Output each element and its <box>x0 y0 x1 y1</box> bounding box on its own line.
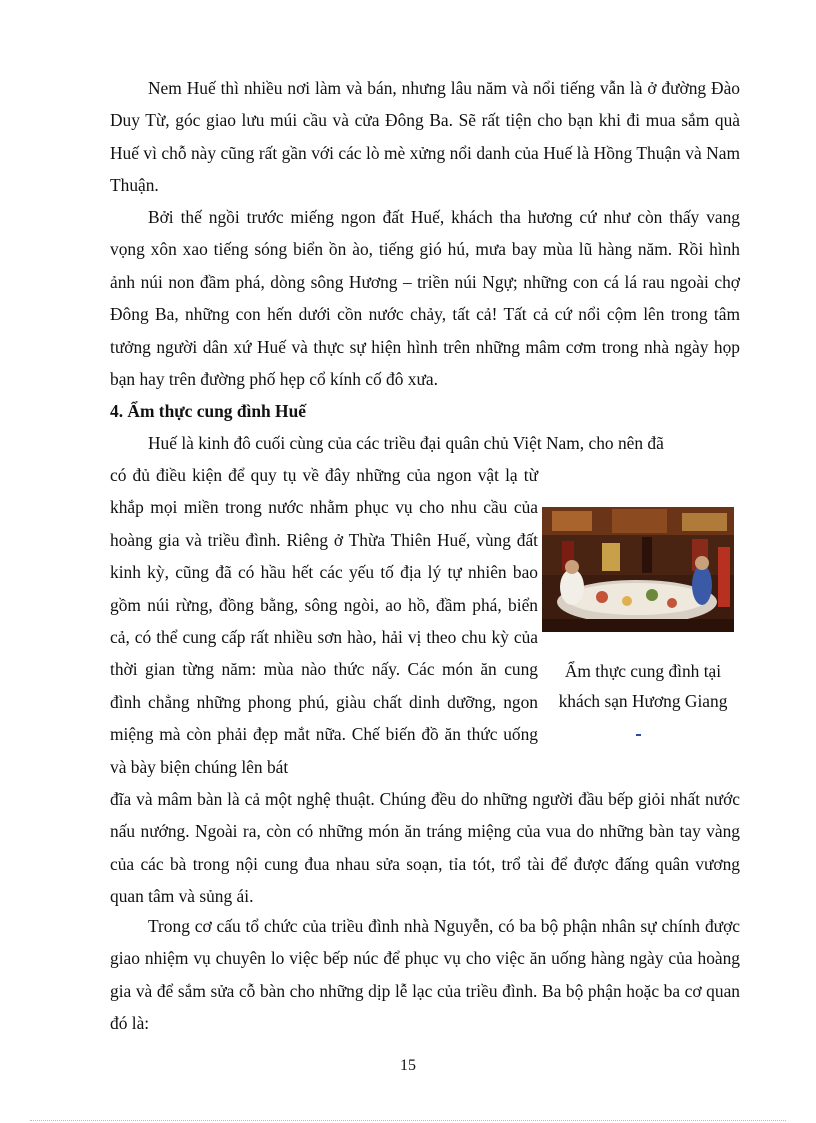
paragraph-hue-kinh-do-start <box>110 427 740 459</box>
paragraph-nem-hue <box>110 72 740 202</box>
paragraph-text: có đủ điều kiện để quy tụ về đây những của ngon vật lạ từ khắp mọi miền trong nước nhằm phục vụ cho nhu cầu của hoàng gia và triều đình. Riêng ở Thừa Thiên Huế, vùng đất kinh kỳ, cũng đã có hầu hết các yếu tố địa lý tự nhiên bao gồm núi rừng, đồng bằng, sông ngòi, ao hồ, đầm phá, biển cả, có thể cung cấp rất nhiều sơn hào, hải vị theo chu kỳ của thời gian từng năm: mùa nào thức nấy. Các món ăn cung đình chẳng những phong phú, giàu chất dinh dưỡng, ngon miệng mà còn phải đẹp mắt nữa. Chế biến đồ ăn thức uống và bày biện chúng lên bát <box>110 465 538 777</box>
paragraph-hue-kinh-do-end <box>110 783 740 913</box>
page-bottom-divider <box>30 1120 786 1121</box>
photo-caption: Ẩm thực cung đình tại khách sạn Hương Giang <box>558 661 728 711</box>
page-number: 15 <box>400 1057 416 1074</box>
banquet-scene-image <box>542 507 734 632</box>
section-heading: 4. Ẩm thực cung đình Huế <box>110 401 306 421</box>
paragraph-hue-kinh-do-wrapped <box>110 459 538 783</box>
paragraph-text: Bởi thế ngồi trước miếng ngon đất Huế, khách tha hương cứ như còn thấy vang vọng xôn xao tiếng sóng biển ồn ào, tiếng gió hú, mưa bay mùa lũ hàng năm. Rồi hình ảnh núi non đầm phá, dòng sông Hương – triền núi Ngự; những con cá lá rau ngoài chợ Đông Ba, những con hến dưới cồn nước chảy, tất cả! Tất cả cứ nổi cộm lên trong tâm tưởng người dân xứ Huế và thực sự hiện hình trên những mâm cơm trong nhà ngày họp bạn hay trên đường phố hẹp cổ kính cố đô xưa. <box>110 207 740 390</box>
paragraph-text: đĩa và mâm bàn là cả một nghệ thuật. Chúng đều do những người đầu bếp giỏi nhất nước nấu nướng. Ngoài ra, còn có những món ăn tráng miệng của vua do những bàn tay vàng của các bà trong nội cung đua nhau sửa soạn, tỉa tót, trổ tài để được đấng quân vương quan tâm và sủng ái. <box>110 789 740 907</box>
paragraph-text: Trong cơ cấu tổ chức của triều đình nhà Nguyễn, có ba bộ phận nhân sự chính được giao nhiệm vụ chuyên lo việc bếp núc để phục vụ cho việc ăn uống hàng ngày của hoàng gia và để sắm sửa cỗ bàn cho những dịp lễ lạc của triều đình. Ba bộ phận hoặc ba cơ quan đó là: <box>110 916 740 1034</box>
paragraph-text: Huế là kinh đô cuối cùng của các triều đại quân chủ Việt Nam, cho nên đã <box>148 433 664 453</box>
paragraph-bo-the <box>110 201 740 395</box>
paragraph-co-cau-to-chuc <box>110 910 740 1040</box>
paragraph-text: Nem Huế thì nhiều nơi làm và bán, nhưng lâu năm và nổi tiếng vẫn là ở đường Đào Duy Từ, góc giao lưu múi cầu và cửa Đông Ba. Sẽ rất tiện cho bạn khi đi mua sắm quà Huế vì chỗ này cũng rất gần với các lò mè xửng nổi danh của Huế là Hồng Thuận và Nam Thuận. <box>110 78 740 196</box>
caption-marker <box>636 734 641 736</box>
royal-cuisine-photo <box>542 507 734 632</box>
